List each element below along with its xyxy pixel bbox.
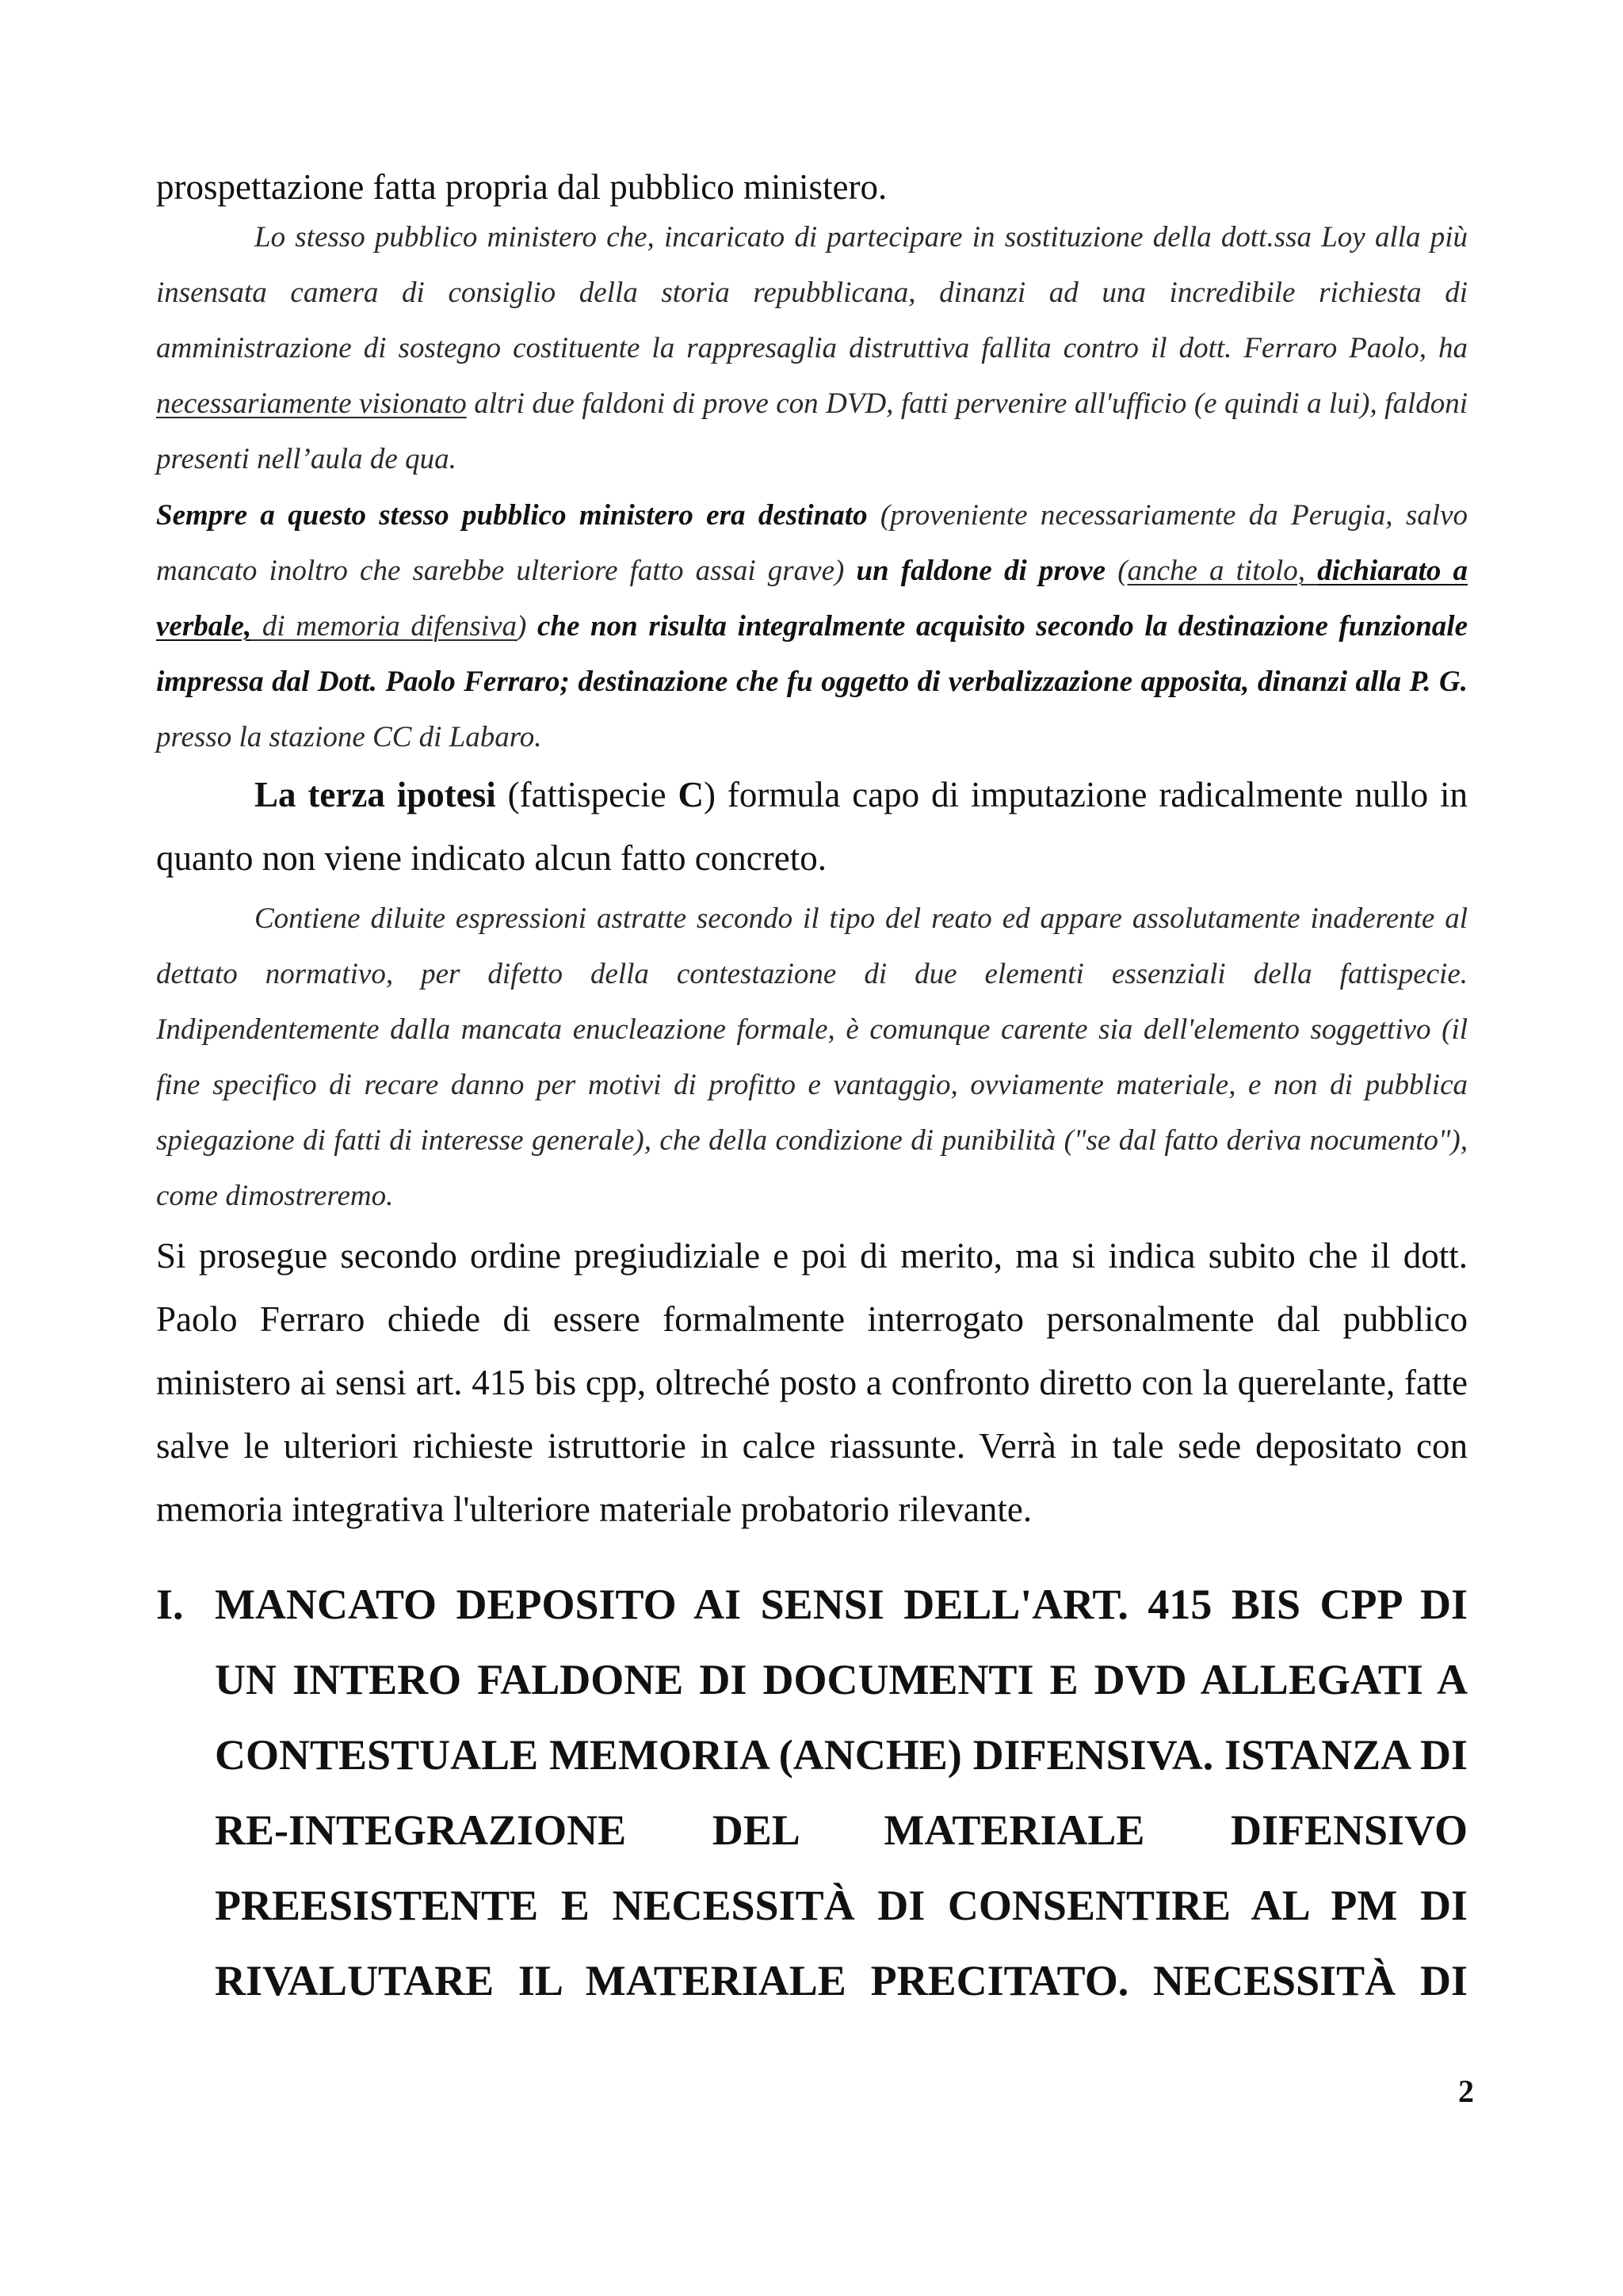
bold-phrase: che non risulta integralmente acquisito secondo la destinazione funzionale impressa dal Dott. Paolo Ferraro; destinazione che fu oggetto di verbalizzazione apposita, dinanzi alla P. G. [156, 610, 1468, 698]
italic-phrase: presso la stazione CC di Labaro. [156, 721, 542, 753]
underlined-phrase: necessariamente visionato [156, 387, 467, 420]
section-title: MANCATO DEPOSITO AI SENSI DELL'ART. 415 BIS CPP DI UN INTERO FALDONE DI DOCUMENTI E DVD ALLEGATI A CONTESTUALE MEMORIA (ANCHE) DIFENSIVA. ISTANZA DI RE-INTEGRAZIONE DEL MATERIALE DIFENSIVO PREESISTENTE E NECESSITÀ DI CONSENTIRE AL PM DI RIVALUTARE IL MATERIALE PRECITATO. NECESSITÀ DI [215, 1581, 1468, 2004]
section-heading [156, 1567, 1468, 2019]
italic-phrase: ( [1106, 555, 1128, 587]
paragraph-prosegue-text: Si prosegue secondo ordine pregiudiziale e poi di merito, ma si indica subito che il dott. Paolo Ferraro chiede di essere formalmente interrogato personalmente dal pubblico ministero ai sensi art. 415 bis cpp, oltreché posto a confronto diretto con la querelante, fatte salve le ulteriori richieste istruttorie in calce riassunte. Verrà in tale sede depositato con memoria integrativa l'ulteriore materiale probatorio rilevante. [156, 1236, 1468, 1529]
page-number: 2 [1458, 2073, 1474, 2109]
bold-phrase: Sempre a questo stesso pubblico ministero era destinato [156, 499, 868, 532]
italic-phrase: (proveniente necessariamente da Perugia, salvo mancato inoltro che sarebbe ulteriore fatto assai grave) [156, 499, 1468, 587]
paragraph-loy [156, 210, 1468, 487]
italic-phrase: ) [517, 610, 537, 643]
text-phrase: ) formula capo di imputazione radicalmente nullo in quanto non viene indicato alcun fatto concreto. [156, 775, 1468, 878]
paragraph-prosegue [156, 1224, 1468, 1541]
paragraph-contiene-text: Contiene diluite espressioni astratte secondo il tipo del reato ed appare assolutamente inaderente al dettato normativo, per difetto della contestazione di due elementi essenziali della fattispecie. Indipendentemente dalla mancata enucleazione formale, è comunque carente sia dell'elemento soggettivo (il fine specifico di recare danno per motivi di profitto e vantaggio, ovviamente materiale, e non di pubblica spiegazione di fatti di interesse generale), che della condizione di punibilità ("se dal fatto deriva nocumento"), come dimostreremo. [156, 902, 1468, 1212]
section-number: I. [156, 1581, 184, 1628]
underlined-bold-phrase: dichiarato a verbale, [156, 555, 1468, 643]
underlined-phrase: anche a titolo, [1127, 555, 1318, 587]
bold-letter: C [678, 775, 704, 814]
paragraph-intro [156, 155, 1468, 219]
bold-phrase: La terza ipotesi [254, 775, 496, 814]
paragraph-intro-text: prospettazione fatta propria dal pubblico ministero. [156, 167, 888, 207]
paragraph-sempre [156, 488, 1468, 765]
underlined-phrase: di memoria difensiva [251, 610, 517, 643]
paragraph-loy-end: altri due faldoni di prove con DVD, fatti pervenire all'ufficio (e quindi a lui), faldoni presenti nell’aula de qua. [156, 387, 1468, 475]
text-phrase: (fattispecie [495, 775, 678, 814]
paragraph-terza [156, 763, 1468, 890]
bold-phrase: un faldone di prove [856, 555, 1106, 587]
paragraph-loy-text: Lo stesso pubblico ministero che, incaricato di partecipare in sostituzione della dott.ssa Loy alla più insensata camera di consiglio della storia repubblicana, dinanzi ad una incredibile richiesta di amministrazione di sostegno costituente la rappresaglia distruttiva fallita contro il dott. Ferraro Paolo, ha [156, 221, 1468, 364]
paragraph-contiene [156, 891, 1468, 1224]
